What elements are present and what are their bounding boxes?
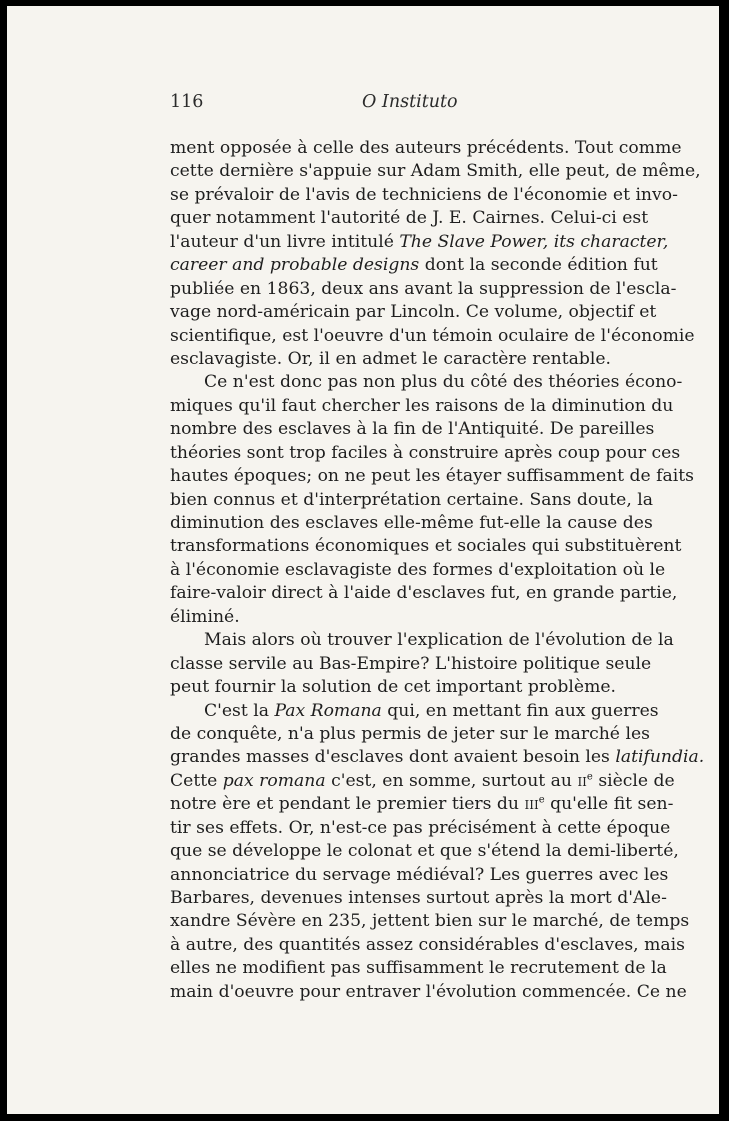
text-line: théories sont trop faciles à construire après coup pour ces [170, 442, 681, 463]
text-run: l'auteur d'un livre intitulé [170, 231, 394, 252]
text-line: nombre des esclaves à la fin de l'Antiquité. De pareilles [170, 419, 655, 440]
text-line [170, 231, 669, 254]
text-run: notre ère et pendant le premier tiers du [170, 794, 519, 815]
text-run: grandes masses d'esclaves dont avaient besoin les [170, 747, 610, 768]
text-line: transformations économiques et sociales qui substituèrent [170, 536, 682, 557]
text-run: c'est, en somme, surtout au [331, 770, 572, 791]
text-line: classe servile au Bas-Empire? L'histoire politique seule [170, 653, 652, 674]
superscript: e [538, 794, 545, 806]
text-line: miques qu'il faut chercher les raisons de la diminution du [170, 395, 674, 416]
book-page [7, 6, 719, 1114]
text-line: vage nord-américain par Lincoln. Ce volume, objectif et [170, 302, 657, 323]
text-line: faire-valoir direct à l'aide d'esclaves fut, en grande partie, [170, 583, 678, 604]
text-line: que se développe le colonat et que s'étend la demi-liberté, [170, 841, 679, 862]
text-line: de conquête, n'a plus permis de jeter sur le marché les [170, 723, 650, 744]
text-line: cette dernière s'appuie sur Adam Smith, elle peut, de même, [170, 161, 701, 182]
text-line: publiée en 1863, deux ans avant la suppression de l'escla- [170, 278, 677, 299]
text-run: qui, en mettant fin aux guerres [387, 700, 659, 721]
book-title: The Slave Power, its character, [399, 231, 669, 252]
page-number: 116 [170, 92, 204, 112]
latin-term: pax romana [222, 770, 326, 791]
text-run: Cette [170, 770, 218, 791]
text-line: elles ne modifient pas suffisamment le recrutement de la [170, 958, 667, 979]
page-header [170, 92, 646, 116]
text-line: hautes époques; on ne peut les étayer suffisamment de faits [170, 466, 694, 487]
text-run: qu'elle fit sen- [550, 794, 674, 815]
text-line: Barbares, devenues intenses surtout après la mort d'Ale- [170, 888, 667, 908]
text-line: peut fournir la solution de cet important problème. [170, 677, 617, 698]
text-line: ment opposée à celle des auteurs précédents. Tout comme [170, 138, 682, 158]
text-line: annonciatrice du servage médiéval? Les guerres avec les [170, 864, 669, 885]
running-title: O Instituto [362, 92, 458, 112]
text-line: main d'oeuvre pour entraver l'évolution commencée. Ce ne [170, 981, 687, 1002]
text-line: tir ses effets. Or, n'est-ce pas précisément à cette époque [170, 817, 671, 838]
text-line [170, 700, 659, 723]
text-line: Mais alors où trouver l'explication de l'évolution de la [204, 630, 674, 651]
text-line [170, 770, 675, 793]
body-text [170, 137, 705, 1004]
text-line: à l'économie esclavagiste des formes d'exploitation où le [170, 559, 666, 580]
text-line: esclavagiste. Or, il en admet le caractère rentable. [170, 348, 612, 369]
text-line [170, 793, 674, 816]
latin-term: Pax Romana [274, 700, 382, 721]
century-numeral: ii [577, 770, 587, 791]
text-line: xandre Sévère en 235, jettent bien sur le marché, de temps [170, 911, 690, 932]
text-line: Ce n'est donc pas non plus du côté des théories écono- [204, 372, 683, 393]
text-run: dont la seconde édition fut [424, 255, 658, 276]
text-run: siècle de [598, 770, 675, 791]
text-line: se prévaloir de l'avis de techniciens de l'économie et invo- [170, 184, 678, 205]
text-line: scientifique, est l'oeuvre d'un témoin oculaire de l'économie [170, 325, 695, 346]
book-title: career and probable designs [170, 255, 420, 276]
superscript: e [586, 771, 593, 783]
latin-term: latifundia. [615, 747, 705, 768]
text-line: à autre, des quantités assez considérables d'esclaves, mais [170, 934, 685, 955]
text-line [170, 746, 705, 769]
text-line [170, 254, 658, 277]
text-run: C'est la [204, 700, 269, 721]
text-line: bien connus et d'interprétation certaine. Sans doute, la [170, 489, 654, 510]
text-line: diminution des esclaves elle-même fut-elle la cause des [170, 513, 653, 533]
text-line: éliminé. [170, 606, 240, 627]
text-line: quer notamment l'autorité de J. E. Cairnes. Celui-ci est [170, 208, 649, 229]
century-numeral: iii [524, 794, 539, 815]
